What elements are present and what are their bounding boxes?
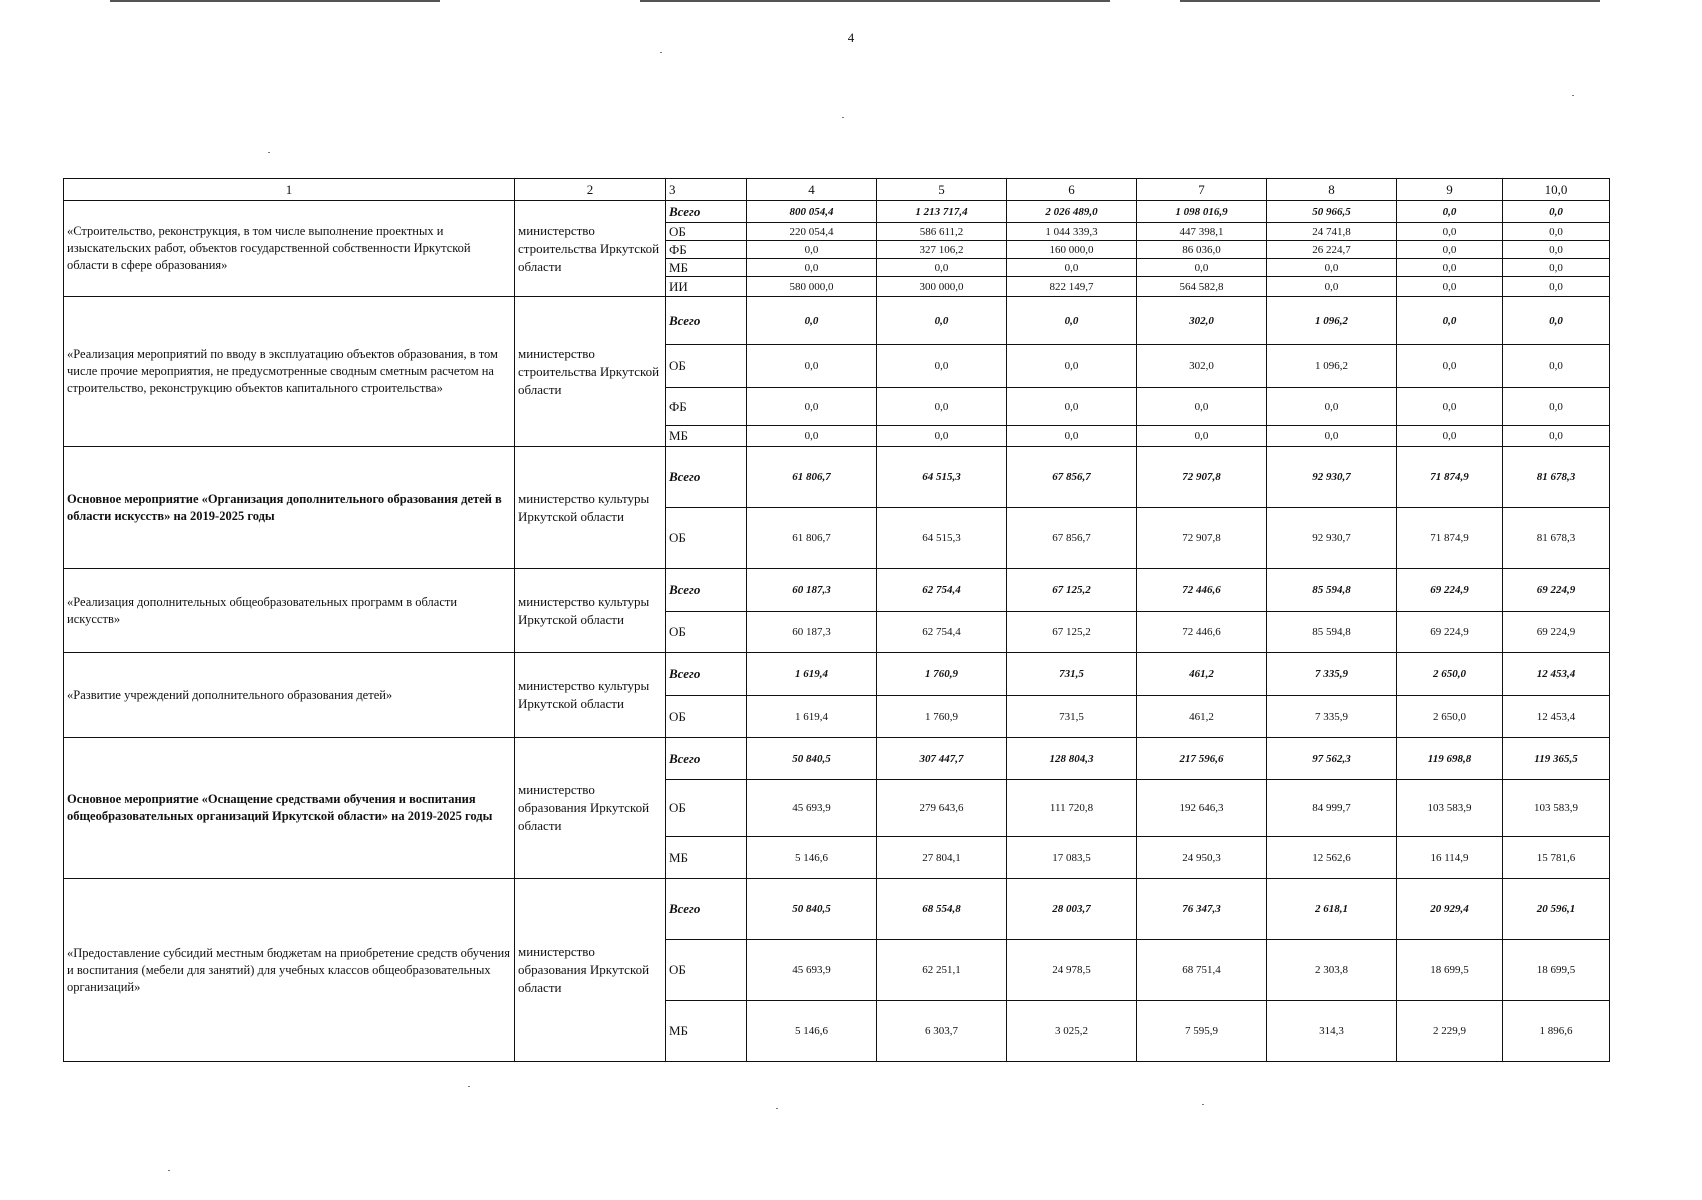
header-cell: 2 xyxy=(515,179,666,201)
value-cell: 1 098 016,9 xyxy=(1137,201,1267,223)
value-cell: 16 114,9 xyxy=(1397,837,1503,879)
value-cell: 822 149,7 xyxy=(1007,277,1137,297)
value-cell: 0,0 xyxy=(1503,223,1610,241)
value-cell: 50 840,5 xyxy=(747,879,877,940)
executor-name: министерство образования Иркутской области xyxy=(515,879,666,1062)
value-cell: 71 874,9 xyxy=(1397,508,1503,569)
value-cell: 81 678,3 xyxy=(1503,447,1610,508)
value-cell: 0,0 xyxy=(1397,259,1503,277)
value-cell: 0,0 xyxy=(1503,201,1610,223)
value-cell: 0,0 xyxy=(1007,259,1137,277)
value-cell: 0,0 xyxy=(747,426,877,447)
measure-name: «Строительство, реконструкция, в том числе выполнение проектных и изыскательских работ, объектов государственной собственности Иркутской области в сфере образования» xyxy=(64,201,515,297)
value-cell: 160 000,0 xyxy=(1007,241,1137,259)
scan-speck xyxy=(1572,95,1574,96)
value-cell: 1 213 717,4 xyxy=(877,201,1007,223)
executor-name: министерство культуры Иркутской области xyxy=(515,569,666,653)
value-cell: 45 693,9 xyxy=(747,940,877,1001)
value-cell: 2 303,8 xyxy=(1267,940,1397,1001)
value-cell: 302,0 xyxy=(1137,297,1267,345)
value-cell: 85 594,8 xyxy=(1267,612,1397,653)
value-cell: 12 453,4 xyxy=(1503,696,1610,738)
header-cell: 10,0 xyxy=(1503,179,1610,201)
funding-source: Всего xyxy=(666,653,747,696)
funding-source: ФБ xyxy=(666,388,747,426)
table-row xyxy=(64,738,1610,780)
value-cell: 5 146,6 xyxy=(747,1001,877,1062)
value-cell: 0,0 xyxy=(1007,297,1137,345)
value-cell: 67 125,2 xyxy=(1007,569,1137,612)
measure-name: Основное мероприятие «Оснащение средствами обучения и воспитания общеобразовательных организаций Иркутской области» на 2019-2025 годы xyxy=(64,738,515,879)
funding-source: Всего xyxy=(666,569,747,612)
value-cell: 0,0 xyxy=(877,297,1007,345)
value-cell: 0,0 xyxy=(1503,277,1610,297)
value-cell: 800 054,4 xyxy=(747,201,877,223)
value-cell: 0,0 xyxy=(747,345,877,388)
funding-source: ОБ xyxy=(666,940,747,1001)
value-cell: 64 515,3 xyxy=(877,508,1007,569)
value-cell: 62 754,4 xyxy=(877,612,1007,653)
funding-source: ФБ xyxy=(666,241,747,259)
value-cell: 0,0 xyxy=(747,259,877,277)
value-cell: 0,0 xyxy=(1007,345,1137,388)
value-cell: 0,0 xyxy=(1503,426,1610,447)
header-cell: 4 xyxy=(747,179,877,201)
page-number: 4 xyxy=(847,30,855,45)
executor-name: министерство культуры Иркутской области xyxy=(515,653,666,738)
value-cell: 72 446,6 xyxy=(1137,569,1267,612)
value-cell: 0,0 xyxy=(1397,345,1503,388)
table-row xyxy=(64,201,1610,223)
value-cell: 0,0 xyxy=(1397,297,1503,345)
value-cell: 0,0 xyxy=(1503,259,1610,277)
value-cell: 0,0 xyxy=(1397,277,1503,297)
value-cell: 67 856,7 xyxy=(1007,447,1137,508)
value-cell: 461,2 xyxy=(1137,696,1267,738)
value-cell: 0,0 xyxy=(877,345,1007,388)
value-cell: 62 754,4 xyxy=(877,569,1007,612)
header-cell: 6 xyxy=(1007,179,1137,201)
value-cell: 302,0 xyxy=(1137,345,1267,388)
value-cell: 0,0 xyxy=(1267,259,1397,277)
value-cell: 85 594,8 xyxy=(1267,569,1397,612)
value-cell: 220 054,4 xyxy=(747,223,877,241)
value-cell: 67 856,7 xyxy=(1007,508,1137,569)
value-cell: 2 229,9 xyxy=(1397,1001,1503,1062)
value-cell: 71 874,9 xyxy=(1397,447,1503,508)
value-cell: 0,0 xyxy=(1503,388,1610,426)
budget-table xyxy=(63,178,1610,1062)
funding-source: МБ xyxy=(666,426,747,447)
measure-name: «Предоставление субсидий местным бюджетам на приобретение средств обучения и воспитания (мебели для занятий) для учебных классов общеобразовательных организаций» xyxy=(64,879,515,1062)
header-cell: 1 xyxy=(64,179,515,201)
value-cell: 50 966,5 xyxy=(1267,201,1397,223)
funding-source: ОБ xyxy=(666,696,747,738)
value-cell: 28 003,7 xyxy=(1007,879,1137,940)
funding-source: МБ xyxy=(666,259,747,277)
value-cell: 0,0 xyxy=(1267,426,1397,447)
funding-source: ОБ xyxy=(666,223,747,241)
value-cell: 0,0 xyxy=(747,388,877,426)
funding-source: ОБ xyxy=(666,780,747,837)
header-cell: 7 xyxy=(1137,179,1267,201)
value-cell: 0,0 xyxy=(1397,241,1503,259)
value-cell: 68 751,4 xyxy=(1137,940,1267,1001)
funding-source: Всего xyxy=(666,879,747,940)
scan-speck xyxy=(776,1108,778,1109)
value-cell: 72 446,6 xyxy=(1137,612,1267,653)
value-cell: 20 596,1 xyxy=(1503,879,1610,940)
value-cell: 279 643,6 xyxy=(877,780,1007,837)
value-cell: 0,0 xyxy=(1137,388,1267,426)
value-cell: 60 187,3 xyxy=(747,612,877,653)
funding-source: Всего xyxy=(666,738,747,780)
value-cell: 27 804,1 xyxy=(877,837,1007,879)
executor-name: министерство культуры Иркутской области xyxy=(515,447,666,569)
value-cell: 60 187,3 xyxy=(747,569,877,612)
value-cell: 0,0 xyxy=(1267,277,1397,297)
value-cell: 119 698,8 xyxy=(1397,738,1503,780)
value-cell: 45 693,9 xyxy=(747,780,877,837)
header-cell: 8 xyxy=(1267,179,1397,201)
value-cell: 192 646,3 xyxy=(1137,780,1267,837)
funding-source: ОБ xyxy=(666,612,747,653)
value-cell: 12 453,4 xyxy=(1503,653,1610,696)
funding-source: Всего xyxy=(666,201,747,223)
value-cell: 61 806,7 xyxy=(747,447,877,508)
value-cell: 314,3 xyxy=(1267,1001,1397,1062)
scan-speck xyxy=(168,1170,170,1171)
value-cell: 72 907,8 xyxy=(1137,508,1267,569)
executor-name: министерство строительства Иркутской области xyxy=(515,201,666,297)
value-cell: 69 224,9 xyxy=(1397,569,1503,612)
value-cell: 447 398,1 xyxy=(1137,223,1267,241)
value-cell: 0,0 xyxy=(877,426,1007,447)
value-cell: 0,0 xyxy=(1503,345,1610,388)
table-row xyxy=(64,447,1610,508)
value-cell: 103 583,9 xyxy=(1503,780,1610,837)
measure-name: «Реализация дополнительных общеобразовательных программ в области искусств» xyxy=(64,569,515,653)
value-cell: 0,0 xyxy=(1007,388,1137,426)
value-cell: 67 125,2 xyxy=(1007,612,1137,653)
value-cell: 0,0 xyxy=(1007,426,1137,447)
scan-speck xyxy=(468,1086,470,1087)
value-cell: 1 044 339,3 xyxy=(1007,223,1137,241)
value-cell: 461,2 xyxy=(1137,653,1267,696)
value-cell: 15 781,6 xyxy=(1503,837,1610,879)
value-cell: 2 026 489,0 xyxy=(1007,201,1137,223)
value-cell: 128 804,3 xyxy=(1007,738,1137,780)
value-cell: 1 619,4 xyxy=(747,696,877,738)
funding-source: МБ xyxy=(666,1001,747,1062)
value-cell: 20 929,4 xyxy=(1397,879,1503,940)
value-cell: 1 760,9 xyxy=(877,696,1007,738)
value-cell: 0,0 xyxy=(1137,426,1267,447)
value-cell: 18 699,5 xyxy=(1397,940,1503,1001)
value-cell: 0,0 xyxy=(877,388,1007,426)
funding-source: Всего xyxy=(666,297,747,345)
value-cell: 1 896,6 xyxy=(1503,1001,1610,1062)
scan-edge-line xyxy=(110,0,440,2)
scan-speck xyxy=(268,152,270,153)
table-row xyxy=(64,569,1610,612)
value-cell: 62 251,1 xyxy=(877,940,1007,1001)
value-cell: 69 224,9 xyxy=(1503,569,1610,612)
value-cell: 2 618,1 xyxy=(1267,879,1397,940)
value-cell: 0,0 xyxy=(747,297,877,345)
value-cell: 84 999,7 xyxy=(1267,780,1397,837)
measure-name: Основное мероприятие «Организация дополнительного образования детей в области искусств» на 2019-2025 годы xyxy=(64,447,515,569)
value-cell: 300 000,0 xyxy=(877,277,1007,297)
value-cell: 0,0 xyxy=(1503,241,1610,259)
funding-source: ОБ xyxy=(666,508,747,569)
value-cell: 81 678,3 xyxy=(1503,508,1610,569)
value-cell: 69 224,9 xyxy=(1397,612,1503,653)
value-cell: 731,5 xyxy=(1007,653,1137,696)
value-cell: 580 000,0 xyxy=(747,277,877,297)
value-cell: 18 699,5 xyxy=(1503,940,1610,1001)
executor-name: министерство строительства Иркутской области xyxy=(515,297,666,447)
value-cell: 7 335,9 xyxy=(1267,696,1397,738)
scan-edge-line xyxy=(1180,0,1600,2)
value-cell: 24 950,3 xyxy=(1137,837,1267,879)
scan-speck xyxy=(660,52,662,53)
funding-source: МБ xyxy=(666,837,747,879)
value-cell: 92 930,7 xyxy=(1267,447,1397,508)
value-cell: 24 741,8 xyxy=(1267,223,1397,241)
scan-speck xyxy=(842,117,844,118)
value-cell: 2 650,0 xyxy=(1397,696,1503,738)
value-cell: 111 720,8 xyxy=(1007,780,1137,837)
value-cell: 68 554,8 xyxy=(877,879,1007,940)
value-cell: 3 025,2 xyxy=(1007,1001,1137,1062)
measure-name: «Реализация мероприятий по вводу в эксплуатацию объектов образования, в том числе прочие мероприятия, не предусмотренные сводным сметным расчетом на строительство, реконструкцию объектов капитального строительства» xyxy=(64,297,515,447)
value-cell: 0,0 xyxy=(1267,388,1397,426)
value-cell: 731,5 xyxy=(1007,696,1137,738)
value-cell: 0,0 xyxy=(877,259,1007,277)
value-cell: 64 515,3 xyxy=(877,447,1007,508)
value-cell: 6 303,7 xyxy=(877,1001,1007,1062)
value-cell: 1 619,4 xyxy=(747,653,877,696)
measure-name: «Развитие учреждений дополнительного образования детей» xyxy=(64,653,515,738)
executor-name: министерство образования Иркутской области xyxy=(515,738,666,879)
funding-source: Всего xyxy=(666,447,747,508)
value-cell: 307 447,7 xyxy=(877,738,1007,780)
value-cell: 72 907,8 xyxy=(1137,447,1267,508)
header-cell: 5 xyxy=(877,179,1007,201)
value-cell: 12 562,6 xyxy=(1267,837,1397,879)
scan-speck xyxy=(1202,1104,1204,1105)
table-row xyxy=(64,297,1610,345)
value-cell: 7 335,9 xyxy=(1267,653,1397,696)
value-cell: 0,0 xyxy=(1397,426,1503,447)
value-cell: 0,0 xyxy=(1503,297,1610,345)
value-cell: 327 106,2 xyxy=(877,241,1007,259)
value-cell: 1 096,2 xyxy=(1267,297,1397,345)
value-cell: 97 562,3 xyxy=(1267,738,1397,780)
value-cell: 0,0 xyxy=(1397,223,1503,241)
value-cell: 0,0 xyxy=(1397,201,1503,223)
value-cell: 119 365,5 xyxy=(1503,738,1610,780)
value-cell: 24 978,5 xyxy=(1007,940,1137,1001)
table-row xyxy=(64,879,1610,940)
value-cell: 7 595,9 xyxy=(1137,1001,1267,1062)
value-cell: 86 036,0 xyxy=(1137,241,1267,259)
value-cell: 26 224,7 xyxy=(1267,241,1397,259)
value-cell: 1 760,9 xyxy=(877,653,1007,696)
scan-edge-line xyxy=(640,0,1110,2)
value-cell: 217 596,6 xyxy=(1137,738,1267,780)
value-cell: 5 146,6 xyxy=(747,837,877,879)
value-cell: 17 083,5 xyxy=(1007,837,1137,879)
value-cell: 92 930,7 xyxy=(1267,508,1397,569)
value-cell: 61 806,7 xyxy=(747,508,877,569)
value-cell: 0,0 xyxy=(747,241,877,259)
value-cell: 1 096,2 xyxy=(1267,345,1397,388)
funding-source: ОБ xyxy=(666,345,747,388)
value-cell: 564 582,8 xyxy=(1137,277,1267,297)
value-cell: 69 224,9 xyxy=(1503,612,1610,653)
funding-source: ИИ xyxy=(666,277,747,297)
header-cell: 9 xyxy=(1397,179,1503,201)
value-cell: 50 840,5 xyxy=(747,738,877,780)
header-row xyxy=(64,179,1610,201)
value-cell: 103 583,9 xyxy=(1397,780,1503,837)
value-cell: 0,0 xyxy=(1137,259,1267,277)
value-cell: 76 347,3 xyxy=(1137,879,1267,940)
header-cell: 3 xyxy=(666,179,747,201)
value-cell: 586 611,2 xyxy=(877,223,1007,241)
table-row xyxy=(64,653,1610,696)
value-cell: 0,0 xyxy=(1397,388,1503,426)
value-cell: 2 650,0 xyxy=(1397,653,1503,696)
